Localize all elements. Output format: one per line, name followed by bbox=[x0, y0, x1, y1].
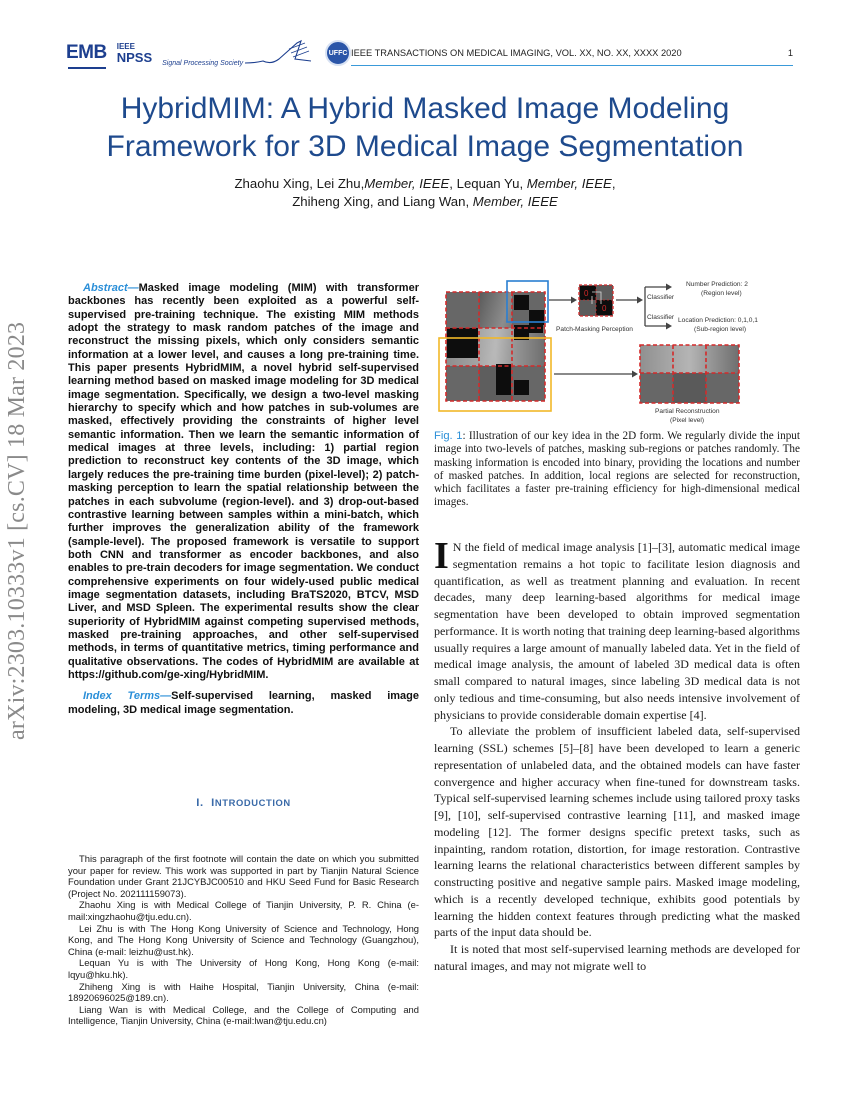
svg-text:0: 0 bbox=[602, 304, 607, 313]
npss-logo-npss: NPSS bbox=[116, 49, 153, 65]
paragraph-text: N the field of medical image analysis [1]–[3], automatic medical image segmentation remains a hot topic to facilitate lesion diagnosis and quantification, as well as treatment planning and evaluation. In recent decades, many deep learning-based algorithms for medical image segmentation have been developed to obtain improved segmentation performance. It is worth noting that training deep learning-based algorithms usually requires a large amount of manually labeled data. Yet in the field of medical image analysis, the amount of labeled 3D medical data is often small compared to natural images, since labeling 3D medical data is not only tedious and time-consuming, but also needs intensive involvement of physicians to provide considerable domain expertise [4]. bbox=[434, 540, 800, 722]
title-line-1: HybridMIM: A Hybrid Masked Image Modeling bbox=[120, 92, 730, 125]
paper-title bbox=[40, 90, 810, 166]
index-terms bbox=[68, 690, 419, 717]
member-tag: Member, IEEE bbox=[472, 194, 558, 209]
index-terms-text: Self-supervised learning, masked image modeling, 3D medical image segmentation. bbox=[68, 690, 419, 716]
figure-1-diagram bbox=[434, 280, 800, 425]
pixel-level-label: (Pixel level) bbox=[670, 417, 705, 424]
figure-1-caption bbox=[434, 430, 800, 510]
journal-name: IEEE TRANSACTIONS ON MEDICAL IMAGING, VOL. XX, NO. XX, XXXX 2020 bbox=[351, 48, 682, 58]
uffc-logo: UFFC bbox=[325, 40, 351, 66]
author-names-3: Zhiheng Xing, and Liang Wan, bbox=[292, 194, 473, 209]
arrow-icon bbox=[616, 297, 643, 304]
input-image bbox=[439, 281, 551, 411]
region-level-label: (Region level) bbox=[701, 290, 742, 297]
npss-logo bbox=[117, 43, 152, 64]
section-title-initial: I bbox=[211, 797, 215, 809]
paragraph bbox=[434, 535, 800, 723]
abstract bbox=[68, 282, 419, 682]
index-terms-label: Index Terms— bbox=[83, 690, 172, 703]
member-tag: Member, IEEE bbox=[526, 176, 612, 191]
masked-patch bbox=[514, 380, 529, 395]
footnotes bbox=[68, 853, 419, 1027]
footnote-affiliation: Lequan Yu is with The University of Hong Kong, Hong Kong (e-mail: lqyu@hku.hk). bbox=[68, 957, 419, 980]
location-prediction-label: Location Prediction: 0,1,0,1 bbox=[678, 317, 758, 324]
arrow-icon bbox=[554, 371, 638, 378]
introduction-body bbox=[434, 535, 800, 975]
title-line-2: Framework for 3D Medical Image Segmentation bbox=[106, 130, 744, 163]
drop-cap: I bbox=[434, 535, 449, 577]
page-number: 1 bbox=[787, 48, 793, 58]
left-column bbox=[68, 282, 419, 717]
footnote-affiliation: Liang Wan is with Medical College, and the College of Computing and Intelligence, Tianjin University, China (e-mail:lwan@tju.edu.cn) bbox=[68, 1003, 419, 1027]
patch-masking-thumbnail bbox=[579, 285, 613, 316]
classifier-label: Classifier bbox=[647, 314, 675, 321]
figure-caption-text: : Illustration of our key idea in the 2D form. We regularly divide the input image into two-levels of patches, masking sub-regions or patches randomly. The masking information is encoded into binary, providing the locations and number of masked patches. In addition, local regions are selected for reconstruction, which facilitates a faster pre-training efficiency for high-dimensional medical images. bbox=[434, 430, 800, 509]
patch-masking-label: Patch-Masking Perception bbox=[556, 326, 633, 333]
partial-reconstruction-image bbox=[640, 345, 739, 403]
footnote-affiliation: Lei Zhu is with The Hong Kong University of Science and Technology, Hong Kong, and The Hong Kong University of Science and Technology (Guangzhou), China (e-mail: leizhu@ust.hk). bbox=[68, 922, 419, 957]
partial-reconstruction-label: Partial Reconstruction bbox=[655, 408, 720, 415]
subregion-level-label: (Sub-region level) bbox=[694, 326, 747, 333]
classifier-label: Classifier bbox=[647, 294, 675, 301]
arxiv-identifier: arXiv:2303.10333v1 [cs.CV] 18 Mar 2023 bbox=[4, 321, 30, 740]
number-prediction-label: Number Prediction: 2 bbox=[686, 281, 748, 288]
npss-logo-ieee: IEEE bbox=[116, 41, 135, 51]
arrow-icon bbox=[549, 297, 577, 304]
figure-label: Fig. 1 bbox=[434, 430, 463, 442]
author-names-1: Zhaohu Xing, Lei Zhu, bbox=[234, 176, 365, 191]
society-logos bbox=[66, 36, 356, 70]
svg-text:0: 0 bbox=[584, 289, 589, 298]
footnote-funding: This paragraph of the first footnote will contain the date on which you submitted your paper for review. This work was supported in part by Tianjin Natural Science Foundation under Grant 21JCYBJC00510 and HKU Seed Fund for Basic Research (Project No. 202111159073). bbox=[68, 853, 419, 899]
signal-processing-society-logo bbox=[162, 39, 315, 67]
section-title-rest: NTRODUCTION bbox=[214, 797, 291, 808]
masked-patch bbox=[496, 364, 511, 395]
emb-logo: EMB bbox=[66, 42, 107, 63]
abstract-label: Abstract— bbox=[83, 282, 139, 294]
author-separator: , bbox=[611, 176, 616, 191]
footnote-affiliation: Zhaohu Xing is with Medical College of Tianjin University, P. R. China (e-mail:xingzhaohu@tju.edu.cn). bbox=[68, 899, 419, 922]
member-tag: Member, IEEE bbox=[364, 176, 450, 191]
paragraph: To alleviate the problem of insufficient labeled data, self-supervised learning (SSL) schemes [5]–[8] have been developed to learn a generic representation of unlabeled data, and the obtained models can have faster convergence and higher accuracy when fine-tuned for downstream tasks. Typical self-supervised learning schemes include using tailored proxy tasks [9], [10], self-supervised contrastive learning [11], and masked image modeling [12]. The former designs specific pretext tasks, such as inpainting, random rotation, distortion, for image restoration. Contrastive learning learns the relational characteristics between different samples by constructing positive and negative sample pairs. Masked image modeling, which is a recently developed technique, exhibits good potentials by learning the hidden context features through predicting what the masked parts of the input data should be. bbox=[434, 724, 800, 940]
abstract-text: Masked image modeling (MIM) with transformer backbones has recently been exploited as a powerful self-supervised pre-training technique. The existing MIM methods adopt the strategy to mask random patches of the image and reconstruct the missing pixels, which only considers semantic information at a lower level, and causes a long pre-training time. This paper presents HybridMIM, a novel hybrid self-supervised learning method based on masked image modeling for 3D medical image segmentation. Specifically, we design a two-level masking hierarchy to specify which and how patches in sub-volumes are masked, effectively providing the constraints of higher level semantic information. Then we learn the semantic information of medical images at three levels, including: 1) partial region prediction to reconstruct key contents of the 3D image, which largely reduces the pre-training time burden (pixel-level); 2) patch-masking perception to learn the spatial relationship between the patches in each subvolume (region-level). and 3) drop-out-based contrastive learning between samples within a mini-batch, which further improves the generalization ability of the framework (sample-level). The proposed framework is versatile to support both CNN and transformer as encoder backbones, and also enables to pre-train decoders for image segmentation. We conduct comprehensive experiments on four widely-used public medical image segmentation datasets, including BraTS2020, BTCV, MSD Liver, and MSD Spleen. The experimental results show the clear superiority of HybridMIM against competing supervised methods, masked pre-training approaches, and other self-supervised methods, in terms of quantitative metrics, timing performance and qualitative observations. The codes of HybridMIM are available at https://github.com/ge-xing/HybridMIM. bbox=[68, 282, 419, 681]
sps-logo-text: Signal Processing Society bbox=[162, 60, 244, 67]
masked-patch bbox=[514, 295, 529, 310]
author-list bbox=[40, 175, 810, 211]
running-header bbox=[351, 46, 793, 66]
section-number: I. bbox=[196, 797, 204, 809]
masked-region bbox=[447, 328, 478, 358]
figure-1 bbox=[434, 280, 800, 425]
author-names-2: , Lequan Yu, bbox=[449, 176, 527, 191]
paragraph: It is noted that most self-supervised learning methods are developed for natural images, and may not migrate well to bbox=[434, 942, 800, 973]
footnote-affiliation: Zhiheng Xing is with Haihe Hospital, Tianjin University, China (e-mail: 18920696025@189.cn). bbox=[68, 980, 419, 1004]
sps-wave-icon bbox=[245, 39, 315, 67]
section-heading-introduction bbox=[68, 797, 419, 809]
